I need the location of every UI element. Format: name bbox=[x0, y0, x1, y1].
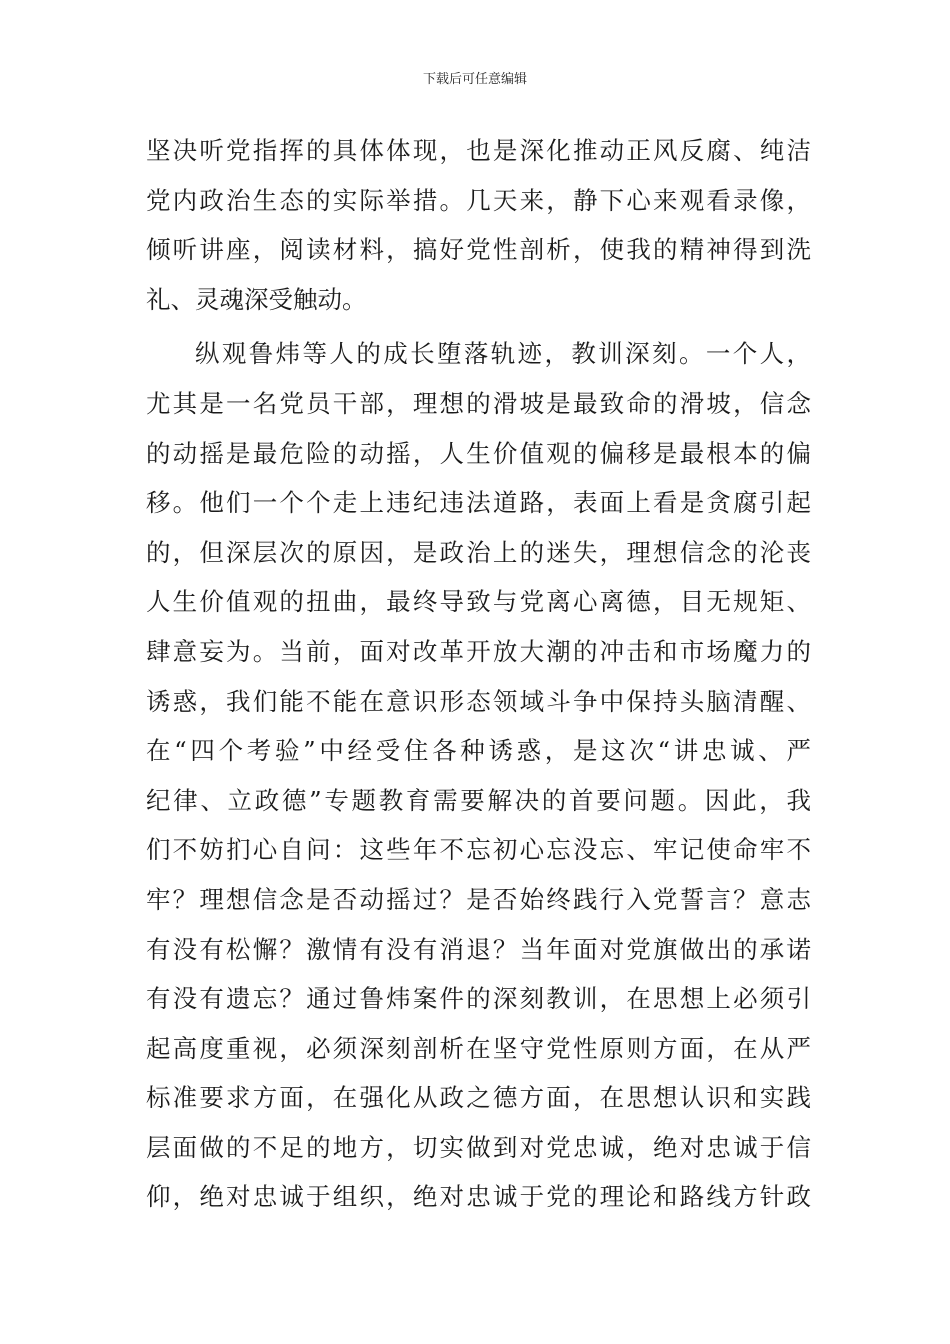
text-line: 的，但深层次的原因，是政治上的迷失，理想信念的沦丧 bbox=[146, 537, 811, 567]
text-line: 倾听讲座，阅读材料，搞好党性剖析，使我的精神得到洗 bbox=[146, 235, 811, 265]
paragraph-1 bbox=[146, 126, 811, 324]
page-header: 下载后可任意编辑 bbox=[422, 72, 527, 87]
document-body bbox=[146, 126, 811, 1222]
paragraph-2 bbox=[146, 329, 811, 1222]
text-line: 移。他们一个个走上违纪违法道路，表面上看是贪腐引起 bbox=[146, 488, 811, 518]
text-line: 仰，绝对忠诚于组织，绝对忠诚于党的理论和路线方针政 bbox=[146, 1182, 811, 1212]
text-line: 党内政治生态的实际举措。几天来，静下心来观看录像， bbox=[146, 185, 811, 215]
text-line: 有没有松懈？激情有没有消退？当年面对党旗做出的承诺 bbox=[146, 934, 811, 964]
text-line: 标准要求方面，在强化从政之德方面，在思想认识和实践 bbox=[146, 1083, 811, 1113]
text-line: 的动摇是最危险的动摇，人生价值观的偏移是最根本的偏 bbox=[146, 438, 811, 468]
text-line: 肆意妄为。当前，面对改革开放大潮的冲击和市场魔力的 bbox=[146, 636, 811, 666]
text-line: 纵观鲁炜等人的成长堕落轨迹，教训深刻。一个人， bbox=[195, 339, 811, 369]
text-line: 坚决听党指挥的具体体现，也是深化推动正风反腐、纯洁 bbox=[146, 136, 811, 165]
text-line: 人生价值观的扭曲，最终导致与党离心离德，目无规矩、 bbox=[146, 587, 811, 617]
text-line: 层面做的不足的地方，切实做到对党忠诚，绝对忠诚于信 bbox=[146, 1132, 811, 1162]
text-line: 纪律、立政德”专题教育需要解决的首要问题。因此，我 bbox=[146, 785, 811, 815]
text-line: 们不妨扪心自问：这些年不忘初心忘没忘、牢记使命牢不 bbox=[146, 835, 811, 865]
text-line: 诱惑，我们能不能在意识形态领域斗争中保持头脑清醒、 bbox=[146, 686, 811, 716]
text-line: 起高度重视，必须深刻剖析在坚守党性原则方面，在从严 bbox=[146, 1033, 811, 1063]
text-line: 有没有遗忘？通过鲁炜案件的深刻教训，在思想上必须引 bbox=[146, 984, 811, 1014]
text-line: 尤其是一名党员干部，理想的滑坡是最致命的滑坡，信念 bbox=[146, 388, 811, 418]
text-line: 在“四个考验”中经受住各种诱惑，是这次“讲忠诚、严 bbox=[146, 736, 811, 766]
text-line: 牢？理想信念是否动摇过？是否始终践行入党誓言？意志 bbox=[146, 884, 811, 914]
text-line: 礼、灵魂深受触动。 bbox=[146, 284, 367, 314]
